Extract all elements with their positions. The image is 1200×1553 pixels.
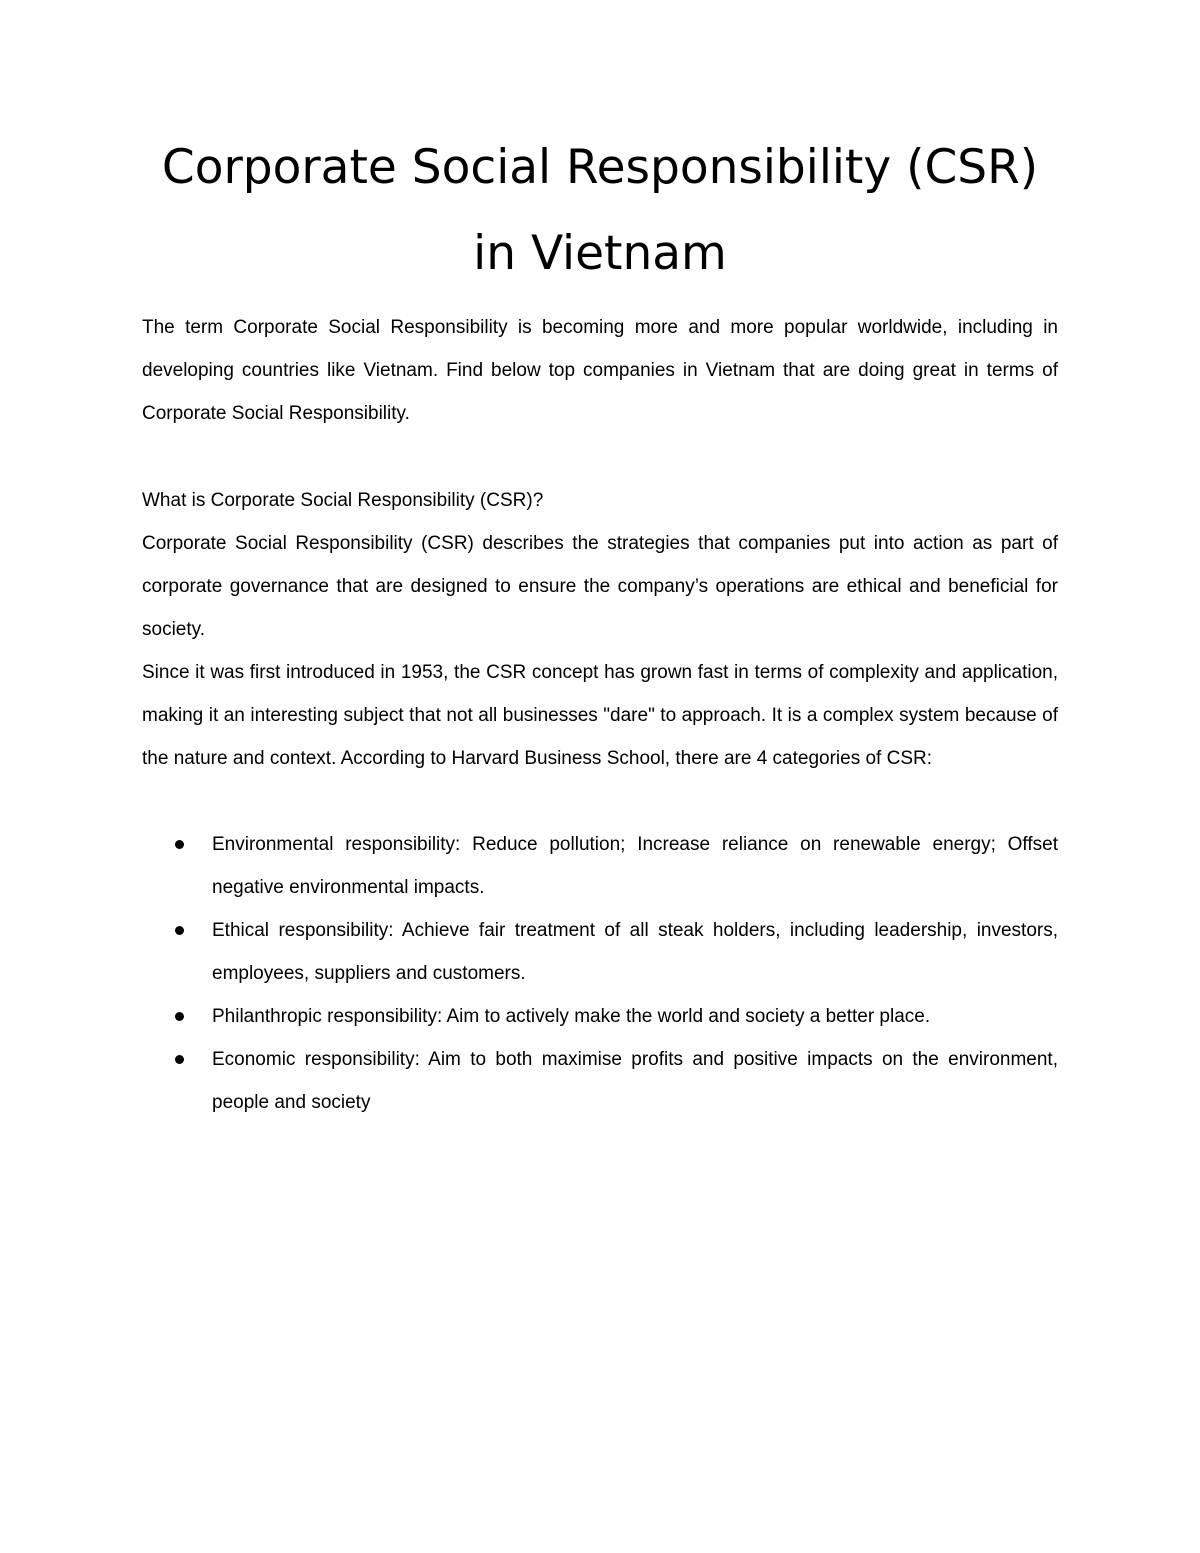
category-text: Environmental responsibility: Reduce pollution; Increase reliance on renewable energy; Offset negative environmental impacts.: [212, 834, 1058, 898]
intro-paragraph: The term Corporate Social Responsibility is becoming more and more popular worldwide, including in developing countries like Vietnam. Find below top companies in Vietnam that are doing great in terms of Corporate Social Responsibility.: [142, 317, 1058, 424]
list-item: [142, 823, 1058, 909]
category-text: Economic responsibility: Aim to both maximise profits and positive impacts on the environment, people and society: [212, 1049, 1058, 1113]
category-text: Ethical responsibility: Achieve fair treatment of all steak holders, including leadership, investors, employees, suppliers and customers.: [212, 920, 1058, 984]
bullet-icon: [175, 1012, 184, 1021]
document-title-line-1: Corporate Social Responsibility (CSR): [161, 140, 1039, 195]
list-item: [142, 909, 1058, 995]
csr-categories-list: [142, 823, 1058, 1124]
bullet-icon: [175, 840, 184, 849]
definition-paragraph: Corporate Social Responsibility (CSR) describes the strategies that companies put into action as part of corporate governance that are designed to ensure the company’s operations are ethical and beneficial for society.: [142, 533, 1058, 640]
list-item: [142, 995, 1058, 1038]
bullet-icon: [175, 926, 184, 935]
section-heading: What is Corporate Social Responsibility (CSR)?: [142, 490, 544, 511]
list-item: [142, 1038, 1058, 1124]
history-paragraph: Since it was first introduced in 1953, the CSR concept has grown fast in terms of complexity and application, making it an interesting subject that not all businesses "dare" to approach. It is a complex system because of the nature and context. According to Harvard Business School, there are 4 categories of CSR:: [142, 662, 1058, 769]
bullet-icon: [175, 1055, 184, 1064]
category-text: Philanthropic responsibility: Aim to actively make the world and society a better place.: [212, 1006, 931, 1027]
document-title-line-2: in Vietnam: [473, 226, 727, 281]
